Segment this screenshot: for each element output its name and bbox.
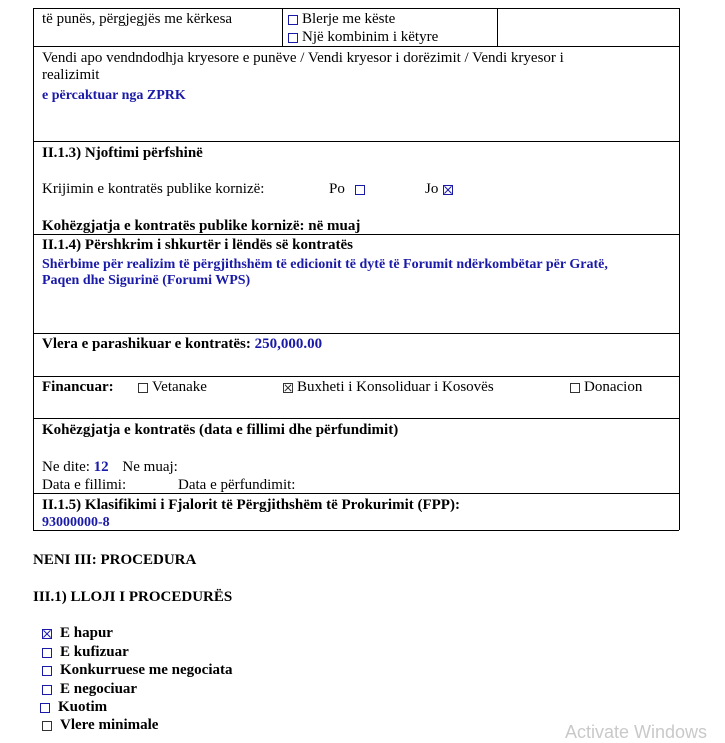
table-border [33,141,679,142]
installment-option[interactable] [288,11,395,28]
end-date-label: Data e përfundimit: [178,477,296,493]
work-type-text: të punës, përgjegjës me kërkesa [42,11,233,27]
activation-watermark: Activate Windows [565,722,708,742]
no-checkbox-checked-icon[interactable] [443,185,453,195]
option-label: Blerje me këste [302,11,396,27]
table-border [33,493,679,494]
financing-option-budget[interactable] [283,379,494,396]
option-label: E negociuar [60,681,138,697]
value-label: Vlera e parashikuar e kontratës: [42,336,251,352]
estimated-value [42,336,322,353]
checkbox-checked-icon[interactable] [283,383,293,393]
table-border [282,8,283,46]
option-label: Buxheti i Konsoliduar i Kosovës [297,379,494,395]
option-label: Vetanake [152,379,207,395]
combination-option[interactable] [288,29,438,46]
checkbox-icon[interactable] [42,685,52,695]
procedure-option-minimal[interactable] [42,717,158,734]
location-label: realizimit [42,67,100,83]
start-date-label: Data e fillimi: [42,477,127,493]
table-border [33,46,679,47]
option-label: E kufizuar [60,644,129,660]
framework-duration-label: Kohëzgjatja e kontratës publike kornizë: në muaj [42,218,361,234]
framework-yes[interactable] [329,181,369,198]
no-label: Jo [425,181,439,197]
checkbox-checked-icon[interactable] [42,629,52,639]
duration-heading: Kohëzgjatja e kontratës (data e fillimi dhe përfundimit) [42,422,399,438]
procedure-option-restricted[interactable] [42,644,129,661]
notice-heading: II.1.3) Njoftimi përfshinë [42,145,203,161]
checkbox-icon[interactable] [42,648,52,658]
table-border [33,333,679,334]
procedure-option-competitive[interactable] [42,662,232,679]
duration-days [42,459,178,476]
location-value: e përcaktuar nga ZPRK [42,88,186,103]
procedure-option-quotation[interactable] [40,699,107,716]
option-label: Konkurruese me negociata [60,662,233,678]
option-label: Kuotim [58,699,108,715]
table-border [33,418,679,419]
checkbox-icon[interactable] [288,33,298,43]
checkbox-icon[interactable] [570,383,580,393]
checkbox-icon[interactable] [42,666,52,676]
framework-no[interactable] [425,181,457,198]
days-value: 12 [93,459,109,475]
procedure-option-negotiated[interactable] [42,681,137,698]
value-amount: 250,000.00 [254,336,323,352]
cpv-heading: II.1.5) Klasifikimi i Fjalorit të Përgjithshëm të Prokurimit (FPP): [42,497,460,513]
table-border [497,8,498,46]
option-label: Vlere minimale [60,717,159,733]
table-border [33,530,679,531]
description-text: Paqen dhe Sigurinë (Forumi WPS) [42,273,251,288]
checkbox-icon[interactable] [288,15,298,25]
financing-label: Financuar: [42,379,114,395]
table-border [33,8,34,530]
table-border [679,8,680,530]
procedure-option-open[interactable] [42,625,113,642]
table-border [33,8,679,9]
financing-option-own[interactable] [138,379,207,396]
location-label: Vendi apo vendndodhja kryesore e punëve / Vendi kryesor i dorëzimit / Vendi kryesor i [42,50,564,66]
option-label: Një kombinim i këtyre [302,29,439,45]
cpv-code: 93000000-8 [42,515,110,530]
months-label: Ne muaj: [122,459,178,475]
yes-checkbox-icon[interactable] [355,185,365,195]
checkbox-icon[interactable] [138,383,148,393]
description-heading: II.1.4) Përshkrim i shkurtër i lëndës së kontratës [42,237,353,253]
option-label: E hapur [60,625,113,641]
checkbox-icon[interactable] [40,703,50,713]
table-border [33,376,679,377]
yes-label: Po [329,181,345,197]
framework-label: Krijimin e kontratës publike kornizë: [42,181,265,197]
option-label: Donacion [584,379,643,395]
section-title: NENI III: PROCEDURA [33,552,197,568]
financing-option-donation[interactable] [570,379,642,396]
checkbox-icon[interactable] [42,721,52,731]
description-text: Shërbime për realizim të përgjithshëm të edicionit të dytë të Forumit ndërkombëtar për Gratë, [42,257,608,272]
days-label: Ne dite: [42,459,90,475]
section-subtitle: III.1) LLOJI I PROCEDURËS [33,589,233,605]
